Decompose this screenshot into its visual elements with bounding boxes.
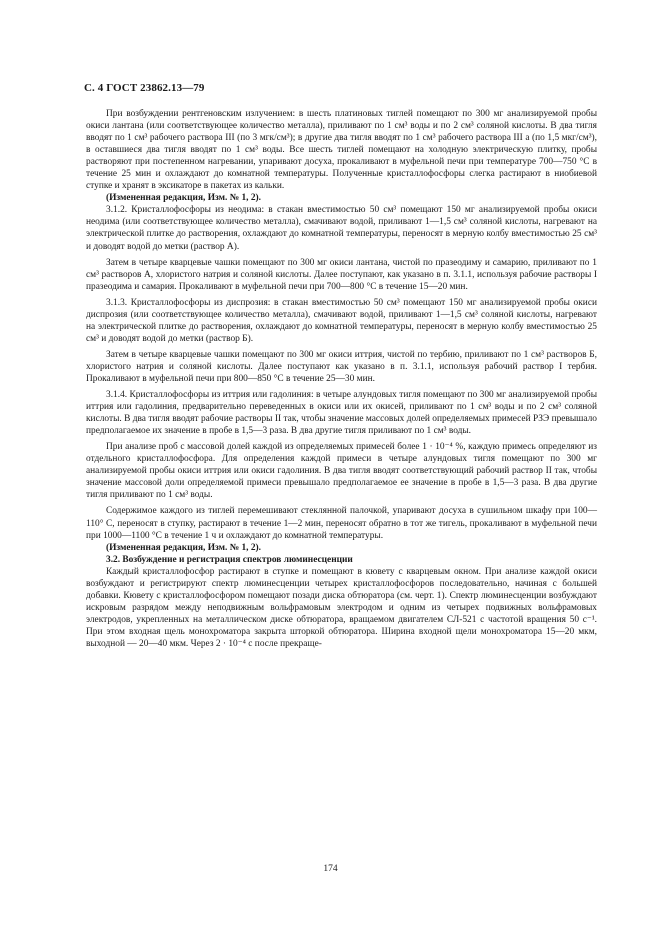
document-body [86, 108, 597, 650]
page-header: С. 4 ГОСТ 23862.13—79 [84, 82, 205, 94]
paragraph-crucible-mixing: Содержимое каждого из тиглей перемешивают стеклянной палочкой, упаривают досуха в сушильном шкафу при 100—110° С, переносят в ступку, растирают в течение 1—2 мин, переносят обратно в тот же тигель, прокаливают в муфельной печи при 1000—1100 °С в течение 1 ч и охлаждают до комнатной температуры. [86, 506, 597, 541]
paragraph-xray-excitation: При возбуждении рентгеновским излучением: в шесть платиновых тиглей помещают по 300 мг анализируемой пробы окиси лантана (или соответствующее количество металла), приливают по 1 см³ воды и по 2 см³ соляной кислоты. В два тигля вводят по 1 см³ рабочего раствора III (по 3 мгк/см³); в другие два тигля вводят по 1 см³ рабочего раствора III а (по 1,5 мкг/см³), в оставшиеся два тигля вводят по 1 см³ воды. Все шесть тиглей помещают на холодную электрическую плитку, пробы растворяют при постепенном нагревании, упаривают досуха, прокаливают в муфельной печи при температуре 700—750 °С в течение 25 мин и охлаждают до комнатной температуры. Полученные кристаллофосфоры слегка растирают в ниобиевой ступке и хранят в эксикаторе в пакетах из кальки. [86, 109, 597, 192]
revision-note: (Измененная редакция, Изм. № 1, 2). [106, 193, 262, 204]
paragraph-yttrium-gadolinium: 3.1.4. Кристаллофосфоры из иттрия или гадолиния: в четыре алундовых тигля помещают по 300 мг анализируемой пробы иттрия или гадолиния, предварительно переведенных в окиси или их окисей, приливают по 1 см³ воды и по 2 см³ соляной кислоты. В два тигля вводят рабочие растворы II так, чтобы значение массовых долей определяемых примесей РЗЭ превышало предполагаемое их значение в пробе в 1,5—3 раза. В два другие тигля приливают по 1 см³ воды. [86, 390, 597, 437]
paragraph-dysprosium: 3.1.3. Кристаллофосфоры из диспрозия: в стакан вместимостью 50 см³ помещают 150 мг анализируемой пробы окиси диспрозия (или соответствующее количество металла), смачивают водой, приливают 1—1,5 см³ соляной кислоты, нагревают на электрической плитке до растворения, охлаждают до комнатной температуры, переносят в мерную колбу вместимостью 25 см³ и доводят водой до метки (раствор Б). [86, 297, 597, 344]
section-heading-3-2: 3.2. Возбуждение и регистрация спектров люминесценции [106, 554, 353, 565]
paragraph-mass-fraction: При анализе проб с массовой долей каждой из определяемых примесей более 1 · 10⁻⁴ %, каждую примесь определяют из отдельного кристаллофосфора. Для определения каждой примеси в четыре алундовых тигля помещают по 300 мг анализируемой пробы окиси иттрия или окиси гадолиния. В два тигля вводят соответствующий рабочий раствор II так, чтобы значение массовой доли определяемой примеси превышало предполагаемое ее значение в пробе в 1,5—3 раза. В два другие тигля приливают по 1 см³ воды. [86, 442, 597, 501]
paragraph-neodymium-cont: Затем в четыре кварцевые чашки помещают по 300 мг окиси лантана, чистой по празеодиму и самарию, приливают по 1 см³ растворов А, хлористого натрия и соляной кислоты. Далее поступают, как указано в п. 3.1.1, используя рабочие растворы I празеодима и самария. Прокаливают в муфельной печи при 700—800 °С в течение 15—20 мин. [86, 257, 597, 292]
page-number: 174 [323, 864, 338, 874]
revision-note-2: (Измененная редакция, Изм. № 1, 2). [106, 542, 262, 553]
paragraph-neodymium: 3.1.2. Кристаллофосфоры из неодима: в стакан вместимостью 50 см³ помещают 150 мг анализируемой пробы окиси неодима (или соответствующее количество металла), смачивают водой, приливают 1—1,5 см³ соляной кислоты, нагревают на электрической плитке до растворения, охлаждают до комнатной температуры, переносят в мерную колбу вместимостью 25 см³ и доводят водой до метки (раствор А). [86, 205, 597, 252]
paragraph-dysprosium-cont: Затем в четыре кварцевые чашки помещают по 300 мг окиси иттрия, чистой по тербию, приливают по 1 см³ растворов Б, хлористого натрия и соляной кислоты. Далее поступают как указано в п. 3.1.1, используя рабочий раствор I тербия. Прокаливают в муфельной печи при 800—850 °С в течение 25—30 мин. [86, 349, 597, 384]
paragraph-excitation-registration: Каждый кристаллофосфор растирают в ступке и помещают в кювету с кварцевым окном. При анализе каждой окиси возбуждают и регистрируют спектр люминесценции четырех кристаллофосфоров последовательно, начиная с большей добавки. Кювету с кристаллофосфором помещают позади диска обтюратора (см. черт. 1). Спектр люминесценции возбуждают искровым разрядом между неподвижным вольфрамовым электродом и одним из четырех подвижных вольфрамовых электродов, укрепленных на металлическом диске обтюратора, вращаемом двигателем СЛ-521 с частотой вращения 50 с⁻¹. При этом входная щель монохроматора закрыта шторкой обтюратора. Ширина входной щели монохроматора 15—20 мкм, выходной — 20—40 мкм. Через 2 · 10⁻⁴ с после прекраще- [86, 566, 597, 649]
